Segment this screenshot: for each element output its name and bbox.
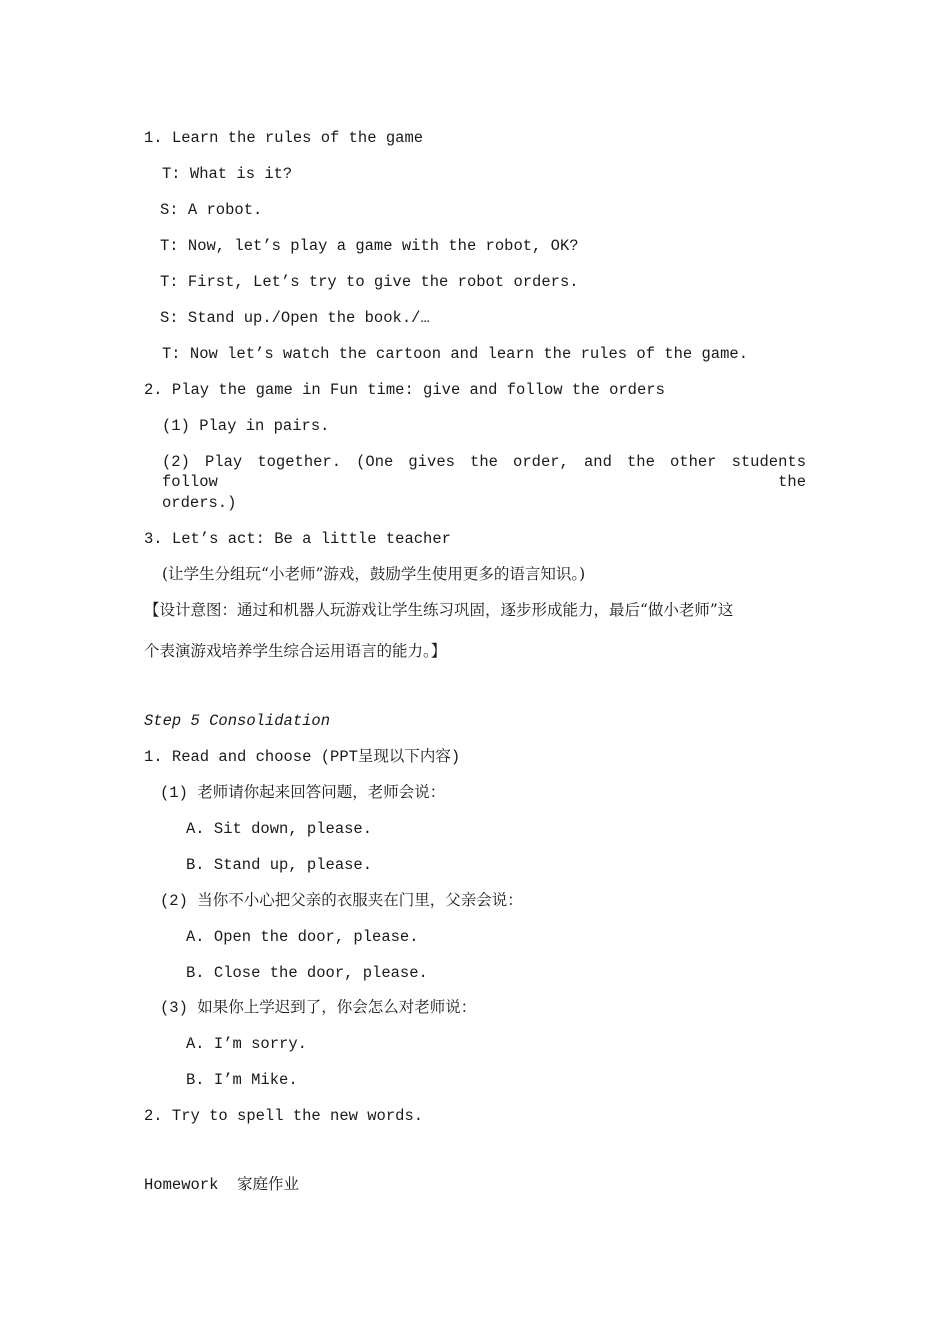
step4-item-3-note: (让学生分组玩“小老师”游戏，鼓励学生使用更多的语言知识。) [162, 565, 586, 583]
option-a: A. I’m sorry. [186, 1035, 307, 1053]
step5-item-1: 1. Read and choose (PPT呈现以下内容) [144, 748, 461, 766]
dialogue-line: T: Now let’s watch the cartoon and learn the rules of the game. [162, 345, 748, 363]
option-a: A. Sit down, please. [186, 820, 373, 838]
design-intent-line-1: 【设计意图：通过和机器人玩游戏让学生练习巩固，逐步形成能力，最后“做小老师”这 [144, 601, 734, 619]
step4-item-2: 2. Play the game in Fun time: give and follow the orders [144, 381, 665, 399]
step5-item-2: 2. Try to spell the new words. [144, 1107, 424, 1125]
homework-heading: Homework 家庭作业 [144, 1176, 300, 1194]
dialogue-line: T: Now, let’s play a game with the robot, OK? [160, 237, 579, 255]
dialogue-line: S: A robot. [160, 201, 263, 219]
option-a: A. Open the door, please. [186, 928, 419, 946]
design-intent-line-2: 个表演游戏培养学生综合运用语言的能力。】 [144, 642, 447, 660]
dialogue-line: T: What is it? [162, 165, 293, 183]
question: (3) 如果你上学迟到了，你会怎么对老师说： [160, 999, 477, 1017]
dialogue-line: S: Stand up./Open the book./… [160, 309, 430, 327]
option-b: B. Stand up, please. [186, 856, 373, 874]
step4-item-3: 3. Let’s act: Be a little teacher [144, 530, 451, 548]
dialogue-line: T: First, Let’s try to give the robot orders. [160, 273, 579, 291]
step4-item-2-sub-2: (2) Play together. (One gives the order, and the other students follow the [162, 453, 806, 491]
step4-item-2-sub-2-cont: orders.) [162, 494, 237, 512]
option-b: B. Close the door, please. [186, 964, 428, 982]
option-b: B. I’m Mike. [186, 1071, 298, 1089]
step4-item-1: 1. Learn the rules of the game [144, 129, 424, 147]
question: (2) 当你不小心把父亲的衣服夹在门里，父亲会说： [160, 892, 523, 910]
step4-item-2-sub-1: (1) Play in pairs. [162, 417, 330, 435]
question: (1) 老师请你起来回答问题，老师会说： [160, 784, 446, 802]
step5-heading: Step 5 Consolidation [144, 712, 331, 730]
